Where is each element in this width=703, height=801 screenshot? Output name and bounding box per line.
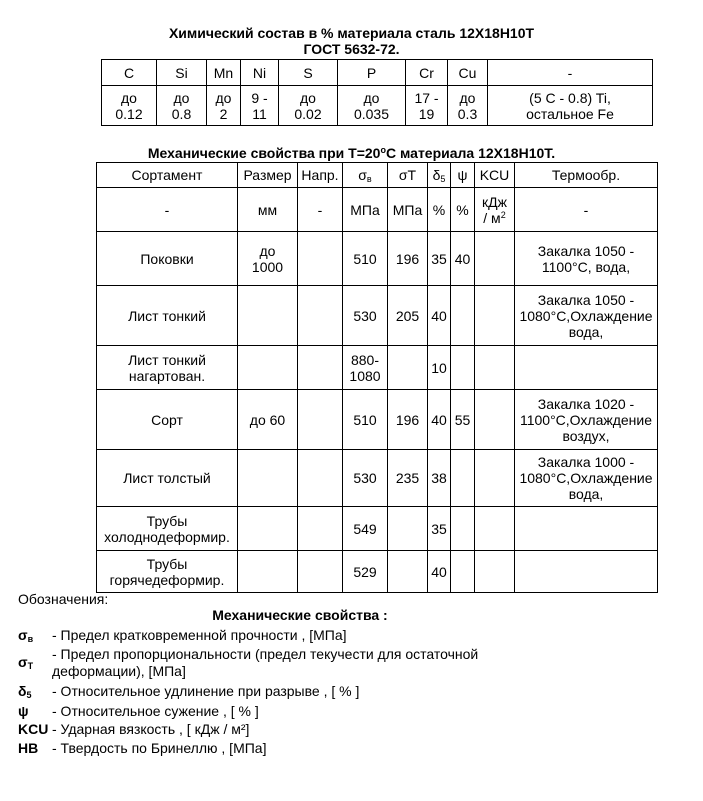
cell-delta: 40	[428, 390, 451, 450]
header-psi: ψ	[451, 163, 475, 188]
cell-delta: 38	[428, 450, 451, 507]
header-sort: Сортамент	[97, 163, 238, 188]
chem-header-cell: Ni	[241, 60, 279, 86]
cell-direction	[298, 551, 343, 593]
cell-direction	[298, 346, 343, 390]
note-description: - Относительное удлинение при разрыве , [ % ]	[52, 683, 360, 699]
chem-value-cell	[406, 86, 448, 126]
chem-value-line: до	[459, 89, 476, 106]
cell-heat	[515, 551, 658, 593]
chem-value-cell	[102, 86, 157, 126]
cell-direction	[298, 286, 343, 346]
heat-line: Закалка 1050 -	[537, 242, 635, 259]
sort-line: Лист толстый	[123, 470, 211, 486]
chem-value-line: до	[300, 89, 316, 106]
cell-delta: 35	[428, 232, 451, 286]
cell-sort	[97, 551, 238, 593]
cell-psi	[451, 450, 475, 507]
header-heat-treatment: Термообр.	[515, 163, 658, 188]
sort-line: Лист тонкий	[128, 307, 206, 324]
chem-header-cell: Si	[157, 60, 207, 86]
heat-line: Закалка 1000 -	[537, 454, 635, 470]
note-symbol	[18, 683, 32, 699]
cell-delta: 40	[428, 286, 451, 346]
cell-psi	[451, 286, 475, 346]
cell-kcu	[475, 450, 515, 507]
cell-sigma-b	[343, 450, 388, 507]
cell-size	[238, 507, 298, 551]
cell-size	[238, 390, 298, 450]
chem-value-line: 0.12	[115, 105, 143, 122]
cell-sigma-t: 196	[388, 390, 428, 450]
chem-header-cell: Cu	[448, 60, 488, 86]
chem-value-line: 2	[219, 105, 228, 122]
chem-header-cell: Mn	[207, 60, 241, 86]
chem-value-line: 0.8	[171, 105, 192, 122]
sort-line: Трубы	[146, 512, 188, 529]
cell-sort	[97, 232, 238, 286]
header-direction: Напр.	[298, 163, 343, 188]
cell-sort	[97, 507, 238, 551]
sort-line: Сорт	[151, 411, 183, 428]
note-description: - Предел кратковременной прочности , [МПа]	[52, 627, 347, 643]
note-symbol	[18, 627, 33, 643]
chem-value-cell	[448, 86, 488, 126]
note-symbol-main: ψ	[18, 703, 29, 719]
header-sigma-b: $\sigma_в$	[343, 163, 388, 188]
cell-sort	[97, 286, 238, 346]
notes-subheading: Механические свойства :	[212, 607, 388, 623]
chem-value-line: 19	[418, 105, 435, 122]
cell-sigma-t	[388, 507, 428, 551]
heat-line: 1100°С,Охлаждение	[519, 411, 653, 428]
heat-line: 1080°С,Охлаждение	[519, 307, 653, 324]
cell-sigma-b	[343, 286, 388, 346]
cell-psi: 40	[451, 232, 475, 286]
cell-kcu	[475, 390, 515, 450]
chem-value-cell	[207, 86, 241, 126]
chem-value-line: 11	[252, 105, 267, 122]
size-line: до 60	[249, 411, 286, 428]
chemical-composition-table	[101, 59, 653, 126]
chem-value-line: до	[363, 89, 380, 106]
header-size: Размер	[238, 163, 298, 188]
cell-kcu	[475, 232, 515, 286]
cell-sigma-b	[343, 390, 388, 450]
note-symbol	[18, 703, 29, 719]
heat-line: воздух,	[562, 427, 610, 444]
cell-psi	[451, 346, 475, 390]
cell-delta: 10	[428, 346, 451, 390]
note-symbol-main: KCU	[18, 721, 49, 737]
chem-value-line: до	[173, 89, 190, 106]
cell-sigma-t	[388, 346, 428, 390]
sigma-b-line: 529	[353, 563, 377, 580]
chem-header-cell: S	[279, 60, 338, 86]
note-description: - Предел пропорциональности (предел текучести для остаточной деформации), [МПа]	[52, 646, 479, 679]
mech-row	[97, 346, 658, 390]
size-line: до	[259, 242, 276, 259]
cell-heat	[515, 286, 658, 346]
cell-delta: 40	[428, 551, 451, 593]
chem-title-line2: ГОСТ 5632-72.	[303, 41, 400, 57]
cell-kcu	[475, 551, 515, 593]
heat-line: Закалка 1050 -	[537, 291, 635, 308]
chem-value-line: (5 C - 0.8) Ti,	[529, 89, 611, 106]
sigma-b-line: 549	[353, 520, 377, 537]
chem-value-line: 9 -	[251, 89, 268, 106]
notes-heading: Обозначения:	[18, 591, 109, 607]
heat-line: вода,	[568, 323, 604, 340]
header-sigma-t: σT	[388, 163, 428, 188]
size-line: 1000	[251, 258, 284, 275]
cell-kcu	[475, 507, 515, 551]
sigma-b-line: 510	[353, 250, 377, 267]
chem-value-line: 0.3	[457, 105, 478, 122]
note-description: - Твердость по Бринеллю , [МПа]	[52, 740, 267, 756]
chem-value-line: 17 -	[414, 89, 439, 106]
note-description: - Относительное сужение , [ % ]	[52, 703, 259, 719]
note-symbol-main: HB	[18, 740, 39, 756]
cell-sigma-b	[343, 232, 388, 286]
chem-value-cell	[279, 86, 338, 126]
unit-delta: %	[428, 188, 451, 232]
note-symbol-sub: 5	[26, 690, 32, 700]
chem-value-cell	[157, 86, 207, 126]
chem-value-line: до	[215, 89, 232, 106]
mech-row	[97, 286, 658, 346]
cell-heat	[515, 450, 658, 507]
cell-kcu	[475, 286, 515, 346]
cell-sort	[97, 346, 238, 390]
chem-title-line1: Химический состав в % материала сталь 12Х18Н10Т	[168, 25, 535, 41]
unit-kcu: кДж / $м^2$	[475, 188, 515, 232]
cell-kcu	[475, 346, 515, 390]
chem-header-cell: Cr	[406, 60, 448, 86]
unit-sigma-t: МПа	[388, 188, 428, 232]
sigma-b-line: 1080	[349, 367, 381, 384]
note-symbol	[18, 654, 33, 670]
note-symbol-main: δ	[18, 683, 27, 699]
cell-direction	[298, 390, 343, 450]
sort-line: Трубы	[146, 555, 188, 572]
chem-value-line: 0.02	[294, 105, 322, 122]
sort-line: горячедеформир.	[109, 571, 225, 588]
cell-size	[238, 286, 298, 346]
cell-heat	[515, 390, 658, 450]
sort-line: Лист тонкий	[128, 351, 206, 368]
cell-size	[238, 232, 298, 286]
cell-psi: 55	[451, 390, 475, 450]
cell-sigma-t	[388, 551, 428, 593]
note-symbol-sub: T	[27, 661, 34, 671]
cell-direction	[298, 507, 343, 551]
chem-value-line: остальное Fe	[526, 105, 614, 122]
chem-header-cell: -	[488, 60, 653, 86]
cell-size	[238, 450, 298, 507]
mech-row	[97, 390, 658, 450]
sort-line: Поковки	[140, 250, 194, 267]
chem-value-line: 0.035	[353, 105, 390, 122]
cell-sigma-b	[343, 551, 388, 593]
note-symbol-sub: в	[27, 634, 34, 644]
sort-line: нагартован.	[128, 367, 206, 384]
unit-sigma-b: МПа	[343, 188, 388, 232]
heat-line: Закалка 1020 -	[537, 395, 635, 412]
sigma-b-line: 530	[353, 470, 377, 486]
cell-heat	[515, 507, 658, 551]
note-symbol-main: σ	[18, 654, 28, 670]
unit-sort: -	[97, 188, 238, 232]
header-delta: $\delta_5$	[428, 163, 451, 188]
header-kcu: KCU	[475, 163, 515, 188]
cell-sigma-t: 235	[388, 450, 428, 507]
cell-sigma-t: 196	[388, 232, 428, 286]
mech-row	[97, 232, 658, 286]
chem-value-cell	[338, 86, 406, 126]
note-symbol-main: σ	[18, 627, 28, 643]
mech-units-row	[97, 188, 658, 232]
chem-value-line: до	[121, 89, 137, 106]
mech-row	[97, 450, 658, 507]
cell-direction	[298, 232, 343, 286]
chem-value-cell	[488, 86, 653, 126]
unit-direction: -	[298, 188, 343, 232]
cell-size	[238, 346, 298, 390]
chem-header-cell: P	[338, 60, 406, 86]
cell-sigma-b	[343, 507, 388, 551]
cell-size	[238, 551, 298, 593]
cell-heat	[515, 232, 658, 286]
unit-psi: %	[451, 188, 475, 232]
cell-psi	[451, 507, 475, 551]
sigma-b-line: 530	[353, 307, 377, 324]
sigma-b-line: 880-	[350, 351, 380, 368]
sigma-b-line: 510	[353, 411, 377, 428]
unit-heat: -	[515, 188, 658, 232]
cell-sort	[97, 390, 238, 450]
note-symbol	[18, 740, 38, 756]
cell-direction	[298, 450, 343, 507]
sort-line: холоднодеформир.	[104, 528, 230, 545]
mech-header-row	[97, 163, 658, 188]
heat-line: вода,	[568, 486, 604, 502]
cell-sort	[97, 450, 238, 507]
note-symbol	[18, 721, 48, 737]
cell-psi	[451, 551, 475, 593]
mech-title: Механические свойства при $Т=20^oС$ материала 12Х18Н10Т.	[147, 145, 556, 161]
mech-row	[97, 551, 658, 593]
chem-header-cell: C	[102, 60, 157, 86]
cell-delta: 35	[428, 507, 451, 551]
mech-row	[97, 507, 658, 551]
mechanical-properties-table	[96, 162, 658, 593]
cell-sigma-b	[343, 346, 388, 390]
unit-size: мм	[238, 188, 298, 232]
heat-line: 1080°С,Охлаждение	[519, 470, 653, 486]
note-description: - Ударная вязкость , [ кДж / м²]	[52, 721, 250, 737]
heat-line: 1100°С, вода,	[541, 258, 631, 275]
cell-sigma-t: 205	[388, 286, 428, 346]
cell-heat	[515, 346, 658, 390]
chem-value-cell	[241, 86, 279, 126]
